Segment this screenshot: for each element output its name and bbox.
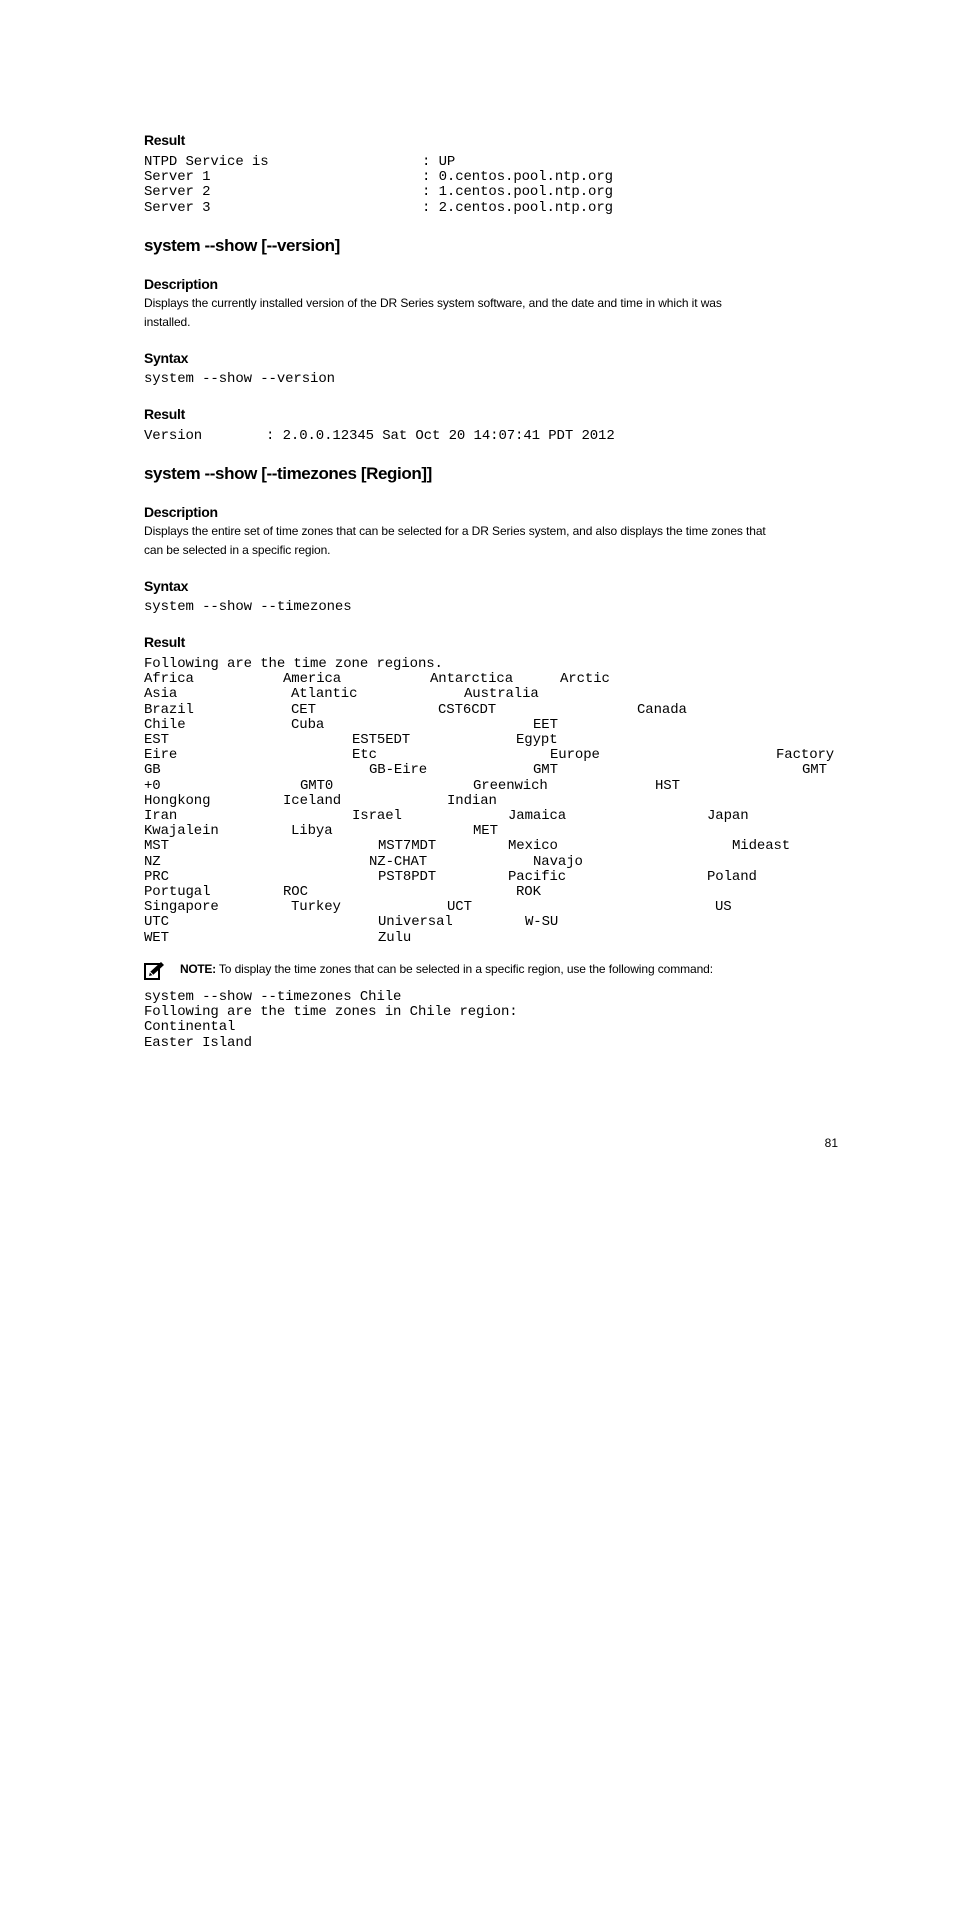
- region-entry: Israel: [352, 808, 402, 824]
- region-entry: NZ: [144, 853, 161, 870]
- chile-example-line: system --show --timezones Chile: [144, 989, 402, 1005]
- region-entry: Canada: [637, 701, 687, 718]
- chile-example-line: Easter Island: [144, 1034, 252, 1051]
- region-entry: Antarctica: [430, 671, 514, 688]
- region-entry: HST: [655, 777, 680, 794]
- region-entry: W-SU: [525, 914, 559, 931]
- ntp-row-value: : 2.centos.pool.ntp.org: [422, 199, 613, 216]
- region-entry: Mideast: [732, 838, 791, 855]
- region-entry: ROK: [516, 884, 541, 900]
- region-entry: Singapore: [144, 899, 219, 916]
- ntp-row-value: : UP: [422, 154, 456, 170]
- region-entry: Iran: [144, 808, 178, 824]
- ntp-row-label: Server 2: [144, 184, 211, 201]
- version-result-label: Version: [144, 428, 203, 444]
- version-syntax-code: system --show --version: [144, 371, 335, 387]
- ntp-row-label: NTPD Service is: [144, 154, 269, 170]
- region-entry: NZ-CHAT: [369, 853, 428, 870]
- timezones-description-heading: Description: [144, 504, 218, 520]
- ntp-row-value: : 1.centos.pool.ntp.org: [422, 184, 613, 201]
- region-entry: Indian: [447, 792, 497, 809]
- region-entry: GMT: [533, 762, 558, 779]
- ntp-row-label: Server 3: [144, 199, 211, 216]
- region-entry: America: [283, 671, 342, 688]
- region-entry: Brazil: [144, 701, 194, 718]
- version-syntax-heading: Syntax: [144, 350, 189, 366]
- region-entry: UCT: [447, 899, 472, 916]
- region-entry: Pacific: [508, 868, 567, 885]
- region-entry: Etc: [352, 747, 377, 764]
- region-entry: EST: [144, 732, 169, 748]
- region-entry: Cuba: [291, 716, 325, 733]
- region-entry: GMT0: [300, 777, 334, 794]
- version-result-value: : 2.0.0.12345 Sat Oct 20 14:07:41 PDT 2012: [266, 428, 615, 444]
- ntp-row-label: Server 1: [144, 169, 211, 186]
- region-entry: Jamaica: [508, 808, 567, 824]
- version-description-line: installed.: [144, 315, 191, 329]
- region-entry: Hongkong: [144, 792, 211, 809]
- timezone-regions-intro: Following are the time zone regions.: [144, 656, 443, 672]
- region-entry: EST5EDT: [352, 732, 411, 748]
- region-entry: Universal: [378, 914, 453, 931]
- chile-example-block: [144, 989, 518, 1081]
- region-entry: Factory: [776, 747, 835, 764]
- timezones-description: [144, 522, 844, 560]
- region-entry: GB-Eire: [369, 762, 428, 779]
- region-entry: Zulu: [378, 929, 412, 946]
- region-entry: CET: [291, 701, 316, 718]
- region-entry: WET: [144, 929, 169, 946]
- version-description-heading: Description: [144, 276, 218, 292]
- region-entry: Iceland: [283, 792, 342, 809]
- region-entry: MST7MDT: [378, 838, 437, 855]
- region-entry: GB: [144, 762, 161, 779]
- timezones-section-title: system --show [--timezones [Region]]: [144, 464, 432, 483]
- chile-example-line: Continental: [144, 1019, 236, 1036]
- region-entry: Greenwich: [473, 777, 548, 794]
- region-entry: Turkey: [291, 899, 341, 916]
- note-text: [180, 961, 713, 978]
- region-entry: US: [715, 899, 732, 916]
- pencil-note-icon: [144, 961, 166, 981]
- region-entry: GMT: [802, 762, 827, 779]
- page-number: 81: [824, 1136, 838, 1150]
- version-description-line: Displays the currently installed version of the DR Series system software, and the date and time in which it was: [144, 296, 722, 310]
- region-entry: Japan: [707, 808, 749, 824]
- region-entry: Australia: [464, 686, 539, 703]
- region-entry: Kwajalein: [144, 823, 219, 840]
- ntp-row-value: : 0.centos.pool.ntp.org: [422, 169, 613, 186]
- version-result-heading: Result: [144, 406, 185, 422]
- timezones-description-line: can be selected in a specific region.: [144, 543, 331, 557]
- chile-example-line: Following are the time zones in Chile region:: [144, 1004, 518, 1021]
- version-description: [144, 294, 844, 332]
- region-entry: Europe: [550, 747, 600, 764]
- ntp-result-heading: Result: [144, 132, 185, 148]
- region-entry: Asia: [144, 686, 178, 703]
- note-body: To display the time zones that can be selected in a specific region, use the following command:: [215, 962, 713, 976]
- region-entry: +0: [144, 777, 161, 794]
- region-entry: Poland: [707, 868, 757, 885]
- timezones-description-line: Displays the entire set of time zones that can be selected for a DR Series system, and also displays the time zones that: [144, 524, 766, 538]
- region-entry: Arctic: [560, 671, 610, 688]
- region-entry: Egypt: [516, 732, 558, 748]
- region-entry: MST: [144, 838, 169, 855]
- region-entry: Portugal: [144, 884, 211, 900]
- timezones-syntax-code: system --show --timezones: [144, 599, 352, 615]
- region-entry: Africa: [144, 671, 194, 688]
- region-entry: Atlantic: [291, 686, 358, 703]
- region-entry: Eire: [144, 747, 178, 764]
- region-entry: PRC: [144, 868, 169, 885]
- note-label: NOTE:: [180, 962, 216, 976]
- region-entry: Libya: [291, 823, 333, 840]
- region-entry: ROC: [283, 884, 308, 900]
- region-entry: PST8PDT: [378, 868, 437, 885]
- timezones-syntax-heading: Syntax: [144, 578, 189, 594]
- region-entry: UTC: [144, 914, 169, 931]
- region-entry: MET: [473, 823, 498, 840]
- region-entry: Chile: [144, 716, 186, 733]
- version-section-title: system --show [--version]: [144, 236, 340, 255]
- region-entry: CST6CDT: [438, 701, 497, 718]
- region-entry: EET: [533, 716, 558, 733]
- timezones-result-heading: Result: [144, 634, 185, 650]
- region-entry: Mexico: [508, 838, 558, 855]
- region-entry: Navajo: [533, 853, 583, 870]
